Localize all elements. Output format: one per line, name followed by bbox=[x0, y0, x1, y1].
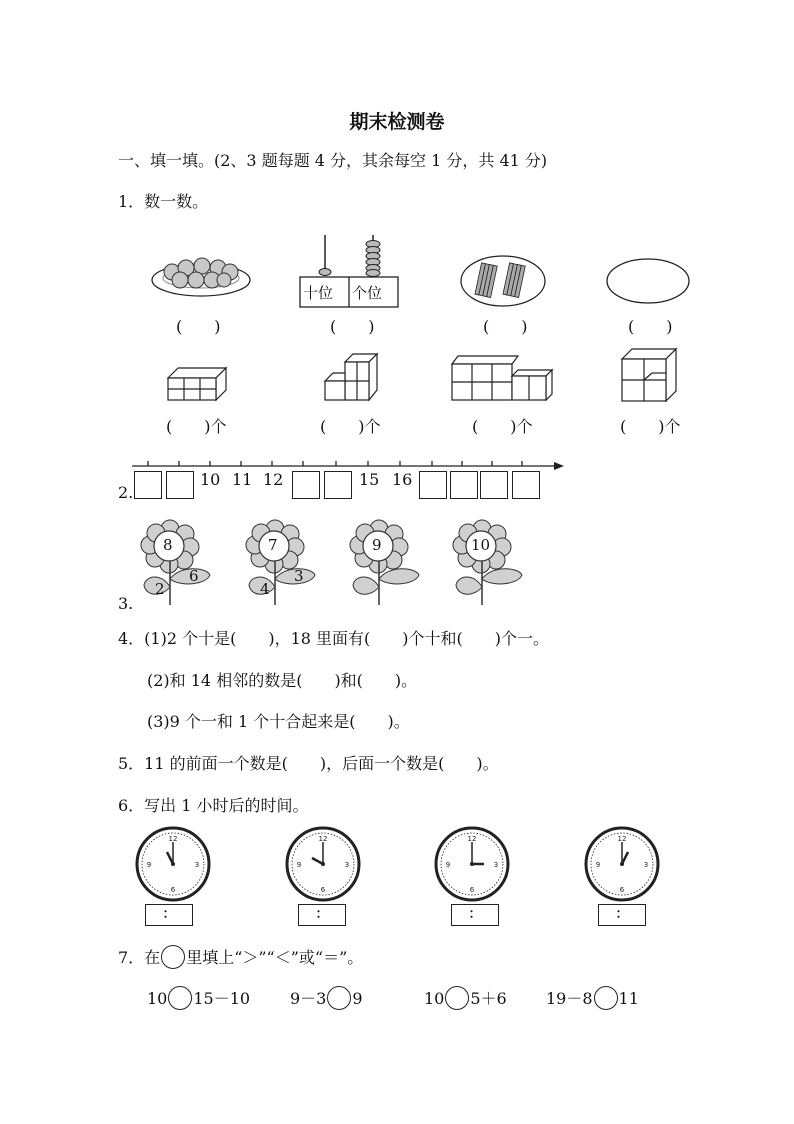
number-line-blank-3[interactable] bbox=[292, 471, 320, 499]
clock-3 bbox=[434, 826, 510, 902]
number-line-blank-5[interactable] bbox=[419, 471, 447, 499]
number-label-16: 16 bbox=[392, 470, 413, 489]
svg-text:12: 12 bbox=[318, 835, 328, 843]
q1-cube-answer-4[interactable]: ( )个 bbox=[620, 417, 681, 436]
svg-text:12: 12 bbox=[168, 835, 178, 843]
q1-cube-answer-1[interactable]: ( )个 bbox=[166, 417, 227, 436]
svg-text:6: 6 bbox=[469, 886, 475, 894]
number-line-blank-4[interactable] bbox=[324, 471, 352, 499]
compare-3-circle[interactable] bbox=[445, 986, 469, 1010]
svg-text:3: 3 bbox=[643, 861, 649, 869]
flower-1-center: 8 bbox=[163, 536, 173, 554]
flower-2-left: 4 bbox=[260, 580, 270, 598]
number-line-blank-8[interactable] bbox=[512, 471, 540, 499]
compare-2-right: 9 bbox=[352, 989, 363, 1008]
flower-1-right: 6 bbox=[189, 567, 199, 585]
number-label-10: 10 bbox=[200, 470, 221, 489]
stick-bundles-image bbox=[460, 255, 546, 307]
flower-3-center: 9 bbox=[372, 536, 382, 554]
q2-label: 2. bbox=[118, 483, 134, 502]
number-line-blank-1[interactable] bbox=[134, 471, 162, 499]
cube-stack-1 bbox=[168, 366, 226, 402]
number-line-blank-7[interactable] bbox=[480, 471, 508, 499]
clock-1-answer-box[interactable]: ： bbox=[145, 904, 193, 926]
flower-3 bbox=[349, 517, 423, 605]
q7-label bbox=[118, 945, 363, 969]
compare-2-left: 9－3 bbox=[290, 989, 327, 1008]
flower-4 bbox=[452, 517, 526, 605]
svg-text:9: 9 bbox=[595, 861, 601, 869]
number-line-blank-6[interactable] bbox=[450, 471, 478, 499]
clock-4 bbox=[584, 826, 660, 902]
compare-item-4 bbox=[546, 986, 639, 1010]
clock-3-answer-box[interactable]: ： bbox=[451, 904, 499, 926]
svg-text:9: 9 bbox=[296, 861, 302, 869]
abacus-tens-label: 十位 bbox=[303, 284, 334, 302]
cube-stack-3 bbox=[452, 354, 552, 402]
q1-answer-1[interactable]: ( ) bbox=[176, 317, 221, 336]
number-label-15: 15 bbox=[359, 470, 380, 489]
q1-answer-4[interactable]: ( ) bbox=[628, 317, 673, 336]
q1-cube-answer-2[interactable]: ( )个 bbox=[320, 417, 381, 436]
page-title: 期末检测卷 bbox=[349, 111, 445, 133]
compare-item-3 bbox=[424, 986, 507, 1010]
compare-4-circle[interactable] bbox=[594, 986, 618, 1010]
flower-1 bbox=[140, 517, 214, 605]
q1-cube-answer-3[interactable]: ( )个 bbox=[472, 417, 533, 436]
clock-2-answer-box[interactable]: ： bbox=[298, 904, 346, 926]
compare-4-right: 11 bbox=[618, 989, 639, 1008]
svg-text:9: 9 bbox=[445, 861, 451, 869]
q4-part-3: (3)9 个一和 1 个十合起来是( )。 bbox=[147, 712, 410, 731]
compare-3-left: 10 bbox=[424, 989, 445, 1008]
flower-2-center: 7 bbox=[268, 536, 278, 554]
number-line-blank-2[interactable] bbox=[166, 471, 194, 499]
svg-text:3: 3 bbox=[194, 861, 200, 869]
q6-label: 6．写出 1 小时后的时间。 bbox=[118, 796, 309, 815]
section-heading: 一、填一填。(2、3 题每题 4 分，其余每空 1 分，共 41 分) bbox=[118, 151, 548, 170]
svg-text:9: 9 bbox=[146, 861, 152, 869]
compare-2-circle[interactable] bbox=[327, 986, 351, 1010]
svg-text:3: 3 bbox=[344, 861, 350, 869]
compare-3-right: 5＋6 bbox=[470, 989, 507, 1008]
compare-4-left: 19－8 bbox=[546, 989, 593, 1008]
clock-2 bbox=[285, 826, 361, 902]
q4-part-1: 4．(1)2 个十是( )，18 里面有( )个十和( )个一。 bbox=[118, 629, 550, 648]
compare-item-1 bbox=[147, 986, 250, 1010]
clock-1 bbox=[135, 826, 211, 902]
flower-4-center: 10 bbox=[471, 536, 491, 554]
q5-text: 5．11 的前面一个数是( )，后面一个数是( )。 bbox=[118, 754, 499, 773]
number-label-11: 11 bbox=[232, 470, 253, 489]
flower-2 bbox=[245, 517, 319, 605]
compare-item-2 bbox=[290, 986, 363, 1010]
q3-label: 3. bbox=[118, 594, 134, 613]
q1-label: 1．数一数。 bbox=[118, 192, 209, 211]
svg-text:3: 3 bbox=[493, 861, 499, 869]
svg-text:12: 12 bbox=[617, 835, 627, 843]
flower-2-right: 3 bbox=[294, 567, 304, 585]
compare-1-circle[interactable] bbox=[168, 986, 192, 1010]
svg-text:6: 6 bbox=[170, 886, 176, 894]
clock-4-answer-box[interactable]: ： bbox=[598, 904, 646, 926]
abacus-ones-label: 个位 bbox=[352, 284, 383, 302]
number-label-12: 12 bbox=[263, 470, 284, 489]
compare-1-left: 10 bbox=[147, 989, 168, 1008]
empty-oval bbox=[606, 258, 690, 304]
cube-stack-4 bbox=[622, 349, 676, 403]
q7-label-prefix: 7．在 bbox=[118, 948, 161, 967]
fruit-plate-image bbox=[150, 250, 252, 300]
q4-part-2: (2)和 14 相邻的数是( )和( )。 bbox=[147, 671, 418, 690]
svg-text:12: 12 bbox=[467, 835, 477, 843]
svg-text:6: 6 bbox=[320, 886, 326, 894]
cube-stack-2 bbox=[325, 354, 377, 402]
q7-label-suffix: 里填上“＞”“＜”或“＝”。 bbox=[186, 948, 364, 967]
flower-1-left: 2 bbox=[155, 580, 165, 598]
svg-text:6: 6 bbox=[619, 886, 625, 894]
q1-answer-3[interactable]: ( ) bbox=[483, 317, 528, 336]
circle-symbol-icon bbox=[161, 945, 185, 969]
compare-1-right: 15－10 bbox=[193, 989, 251, 1008]
q1-answer-2[interactable]: ( ) bbox=[330, 317, 375, 336]
